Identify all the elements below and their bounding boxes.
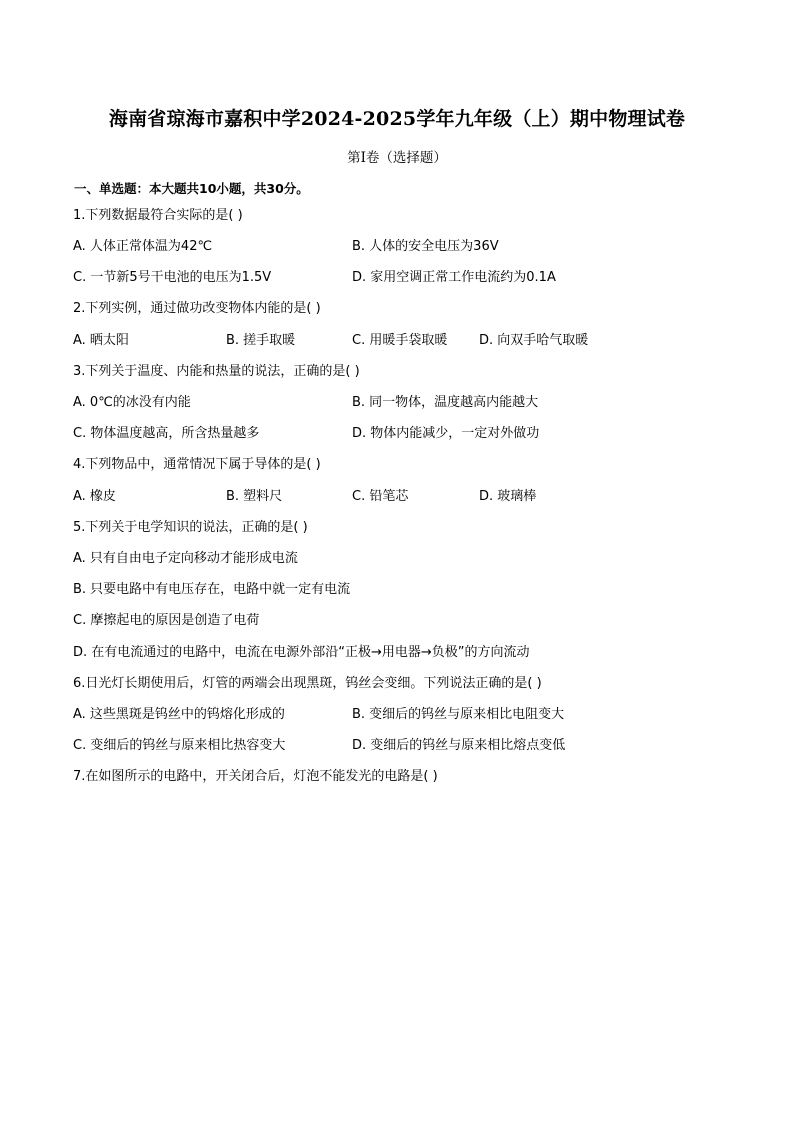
question-3-option-d: D. 物体内能减少，一定对外做功 [352,426,540,441]
question-4-option-b: B. 塑料尺 [226,489,283,504]
question-6-option-c: C. 变细后的钨丝与原来相比热容变大 [73,738,286,753]
question-1-option-b: B. 人体的安全电压为36V [352,239,499,254]
question-5-option-a: A. 只有自由电子定向移动才能形成电流 [73,551,298,566]
section-heading: 一、单选题：本大题共10小题，共30分。 [74,181,309,196]
question-6-stem: 6.日光灯长期使用后，灯管的两端会出现黑斑，钨丝会变细。下列说法正确的是( ) [73,676,542,691]
question-2-option-b: B. 搓手取暖 [226,333,296,348]
question-1-option-a: A. 人体正常体温为42℃ [73,239,213,254]
exam-title: 海南省琼海市嘉积中学2024-2025学年九年级（上）期中物理试卷 [108,108,686,130]
question-5-option-b: B. 只要电路中有电压存在，电路中就一定有电流 [73,582,351,597]
question-4-option-a: A. 橡皮 [73,489,116,504]
question-3-option-b: B. 同一物体，温度越高内能越大 [352,395,539,410]
question-4-option-d: D. 玻璃棒 [479,489,537,504]
question-1-stem: 1.下列数据最符合实际的是( ) [73,208,243,223]
question-6-option-a: A. 这些黑斑是钨丝中的钨熔化形成的 [73,707,285,722]
question-6-option-b: B. 变细后的钨丝与原来相比电阻变大 [352,707,565,722]
question-2-option-d: D. 向双手哈气取暖 [479,333,589,348]
question-2-stem: 2.下列实例，通过做功改变物体内能的是( ) [73,301,321,316]
exam-subtitle: 第I卷（选择题） [347,150,447,166]
question-3-stem: 3.下列关于温度、内能和热量的说法，正确的是( ) [73,364,360,379]
question-1-option-d: D. 家用空调正常工作电流约为0.1A [352,270,556,285]
question-1-option-c: C. 一节新5号干电池的电压为1.5V [73,270,272,285]
question-3-option-c: C. 物体温度越高，所含热量越多 [73,426,260,441]
question-3-option-a: A. 0℃的冰没有内能 [73,395,191,410]
question-4-stem: 4.下列物品中，通常情况下属于导体的是( ) [73,457,321,472]
question-5-option-c: C. 摩擦起电的原因是创造了电荷 [73,613,260,628]
question-2-option-c: C. 用暖手袋取暖 [352,333,448,348]
question-6-option-d: D. 变细后的钨丝与原来相比熔点变低 [352,738,566,753]
question-5-option-d: D. 在有电流通过的电路中，电流在电源外部沿“正极→用电器→负极”的方向流动 [73,645,530,660]
question-4-option-c: C. 铅笔芯 [352,489,409,504]
question-7-stem: 7.在如图所示的电路中，开关闭合后，灯泡不能发光的电路是( ) [73,769,438,784]
question-5-stem: 5.下列关于电学知识的说法，正确的是( ) [73,520,308,535]
question-2-option-a: A. 晒太阳 [73,333,129,348]
